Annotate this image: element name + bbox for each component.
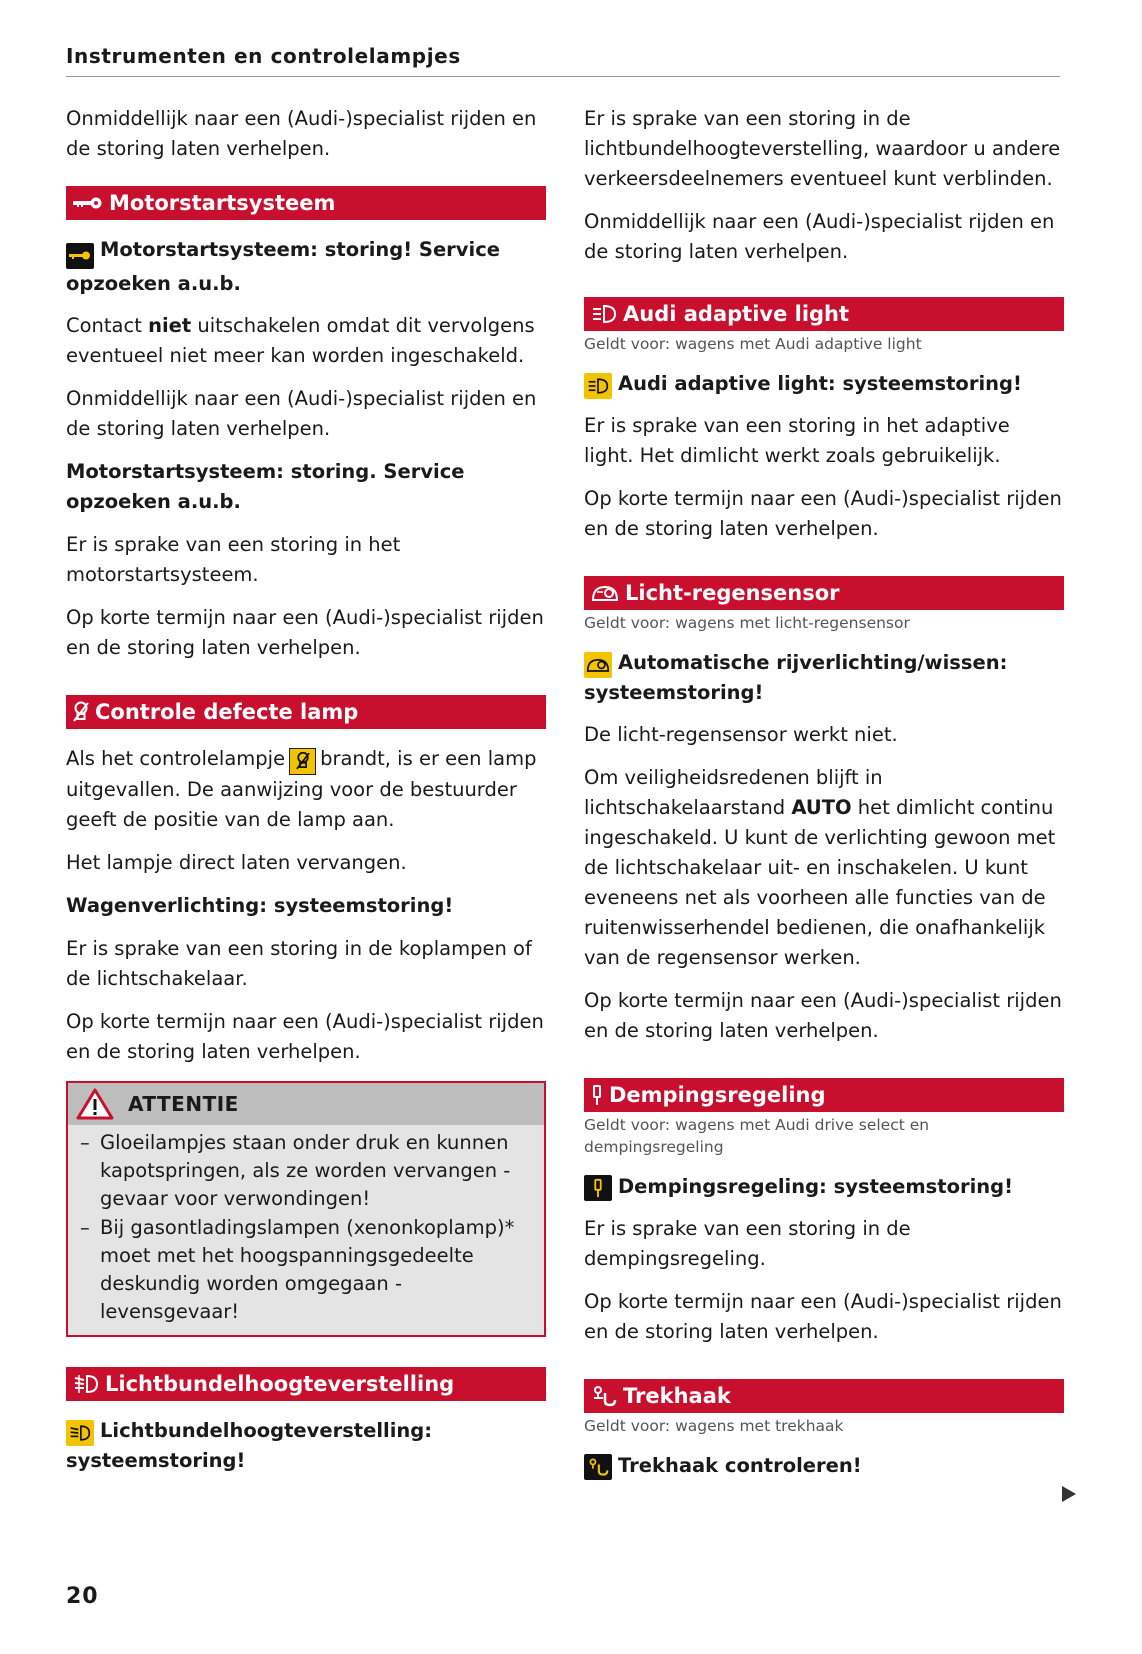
message-title: Wagenverlichting: systeemstoring! [66, 893, 454, 917]
tow-hitch-icon [591, 1385, 617, 1407]
paragraph: Er is sprake van een storing in het adaptive light. Het dimlicht werkt zoals gebruikelijk. [584, 414, 1010, 467]
right-column [584, 104, 1064, 1493]
page-header [66, 44, 1060, 77]
applies-to-note: Geldt voor: wagens met trekhaak [584, 1417, 844, 1435]
attentie-title: ATTENTIE [128, 1091, 239, 1116]
applies-to-note: Geldt voor: wagens met Audi adaptive light [584, 335, 922, 353]
paragraph: Er is sprake van een storing in de lichtbundelhoogteverstelling, waardoor u andere verkeersdeelnemers eventueel kunt verblinden. [584, 107, 1061, 190]
headlight-range-warning-icon [66, 1420, 94, 1446]
section-heading-lichtbundelhoogteverstelling [66, 1367, 546, 1401]
section-heading-text: Dempingsregeling [609, 1083, 826, 1107]
paragraph: Er is sprake van een storing in de dempingsregeling. [584, 1217, 911, 1270]
paragraph: Op korte termijn naar een (Audi-)specialist rijden en de storing laten verhelpen. [66, 1009, 544, 1063]
paragraph: Onmiddellijk naar een (Audi-)specialist rijden en de storing laten verhelpen. [584, 210, 1055, 263]
section-heading-motorstartsysteem [66, 186, 546, 220]
message-title: Lichtbundelhoogteverstelling: systeemstoring! [66, 1418, 433, 1472]
paragraph: De licht-regensensor werkt niet. [584, 723, 898, 746]
page-number: 20 [66, 1584, 99, 1609]
message-title: Automatische rijverlichting/wissen: systeemstoring! [584, 651, 1008, 704]
section-heading-controle-defecte-lamp [66, 695, 546, 729]
paragraph: Op korte termijn naar een (Audi-)specialist rijden en de storing laten verhelpen. [584, 989, 1062, 1042]
section-heading-trekhaak [584, 1379, 1064, 1413]
damper-warning-icon [584, 1175, 612, 1201]
rain-light-sensor-icon [591, 583, 619, 603]
left-column [66, 104, 546, 1488]
paragraph: Er is sprake van een storing in het motorstartsysteem. [66, 533, 401, 586]
section-heading-text: Trekhaak [623, 1384, 731, 1408]
paragraph: Het lampje direct laten vervangen. [66, 850, 407, 874]
attentie-list [68, 1125, 544, 1335]
applies-to-note: Geldt voor: wagens met Audi drive select en dempingsregeling [584, 1116, 930, 1156]
paragraph: Op korte termijn naar een (Audi-)specialist rijden en de storing laten verhelpen. [66, 606, 544, 659]
damper-icon [591, 1084, 603, 1106]
headlight-range-icon [73, 1374, 99, 1394]
adaptive-light-warning-icon [584, 373, 612, 399]
section-heading-text: Lichtbundelhoogteverstelling [105, 1371, 455, 1396]
message-title: Audi adaptive light: systeemstoring! [584, 369, 1064, 399]
tow-hitch-warning-icon [584, 1454, 612, 1480]
attentie-box [66, 1081, 546, 1337]
page-title: Instrumenten en controlelampjes [66, 44, 461, 68]
section-heading-text: Licht-regensensor [625, 581, 840, 605]
rain-light-sensor-warning-icon [584, 652, 612, 678]
section-heading-text: Motorstartsysteem [109, 191, 336, 215]
warning-triangle-icon [76, 1088, 114, 1120]
paragraph: Contact niet uitschakelen omdat dit vervolgens eventueel niet meer kan worden ingeschakeld. [66, 314, 535, 367]
adaptive-light-icon [591, 304, 617, 324]
paragraph: Onmiddellijk naar een (Audi-)specialist rijden en de storing laten verhelpen. [66, 387, 537, 440]
message-title: Motorstartsysteem: storing. Service opzoeken a.u.b. [66, 460, 465, 513]
continue-arrow-icon [1062, 1486, 1076, 1502]
message-title: Dempingsregeling: systeemstoring! [584, 1172, 1064, 1202]
section-heading-audi-adaptive-light [584, 297, 1064, 331]
paragraph: Er is sprake van een storing in de koplampen of de lichtschakelaar. [66, 936, 532, 990]
attentie-header [68, 1083, 544, 1125]
bulb-defect-icon [73, 701, 89, 723]
key-icon [73, 196, 103, 210]
section-heading-dempingsregeling [584, 1078, 1064, 1112]
section-heading-text: Controle defecte lamp [95, 700, 359, 724]
intro-paragraph: Onmiddellijk naar een (Audi-)specialist rijden en de storing laten verhelpen. [66, 107, 537, 160]
message-title: Trekhaak controleren! [584, 1451, 1064, 1481]
section-heading-licht-regensensor [584, 576, 1064, 610]
message-title: Motorstartsysteem: storing! Service opzoeken a.u.b. [66, 238, 500, 295]
paragraph: Op korte termijn naar een (Audi-)specialist rijden en de storing laten verhelpen. [584, 1290, 1062, 1343]
attentie-item: – Gloeilampjes staan onder druk en kunnen kapotspringen, als ze worden vervangen - gevaar voor verwondingen! [80, 1129, 530, 1213]
key-warning-icon [66, 243, 94, 269]
applies-to-note: Geldt voor: wagens met licht-regensensor [584, 614, 910, 632]
section-heading-text: Audi adaptive light [623, 302, 850, 326]
attentie-item: – Bij gasontladingslampen (xenonkoplamp)* moet met het hoogspanningsgedeelte deskundig worden omgegaan - levensgevaar! [80, 1214, 530, 1326]
paragraph: Als het controlelampje brandt, is er een lamp uitgevallen. De aanwijzing voor de bestuurder geeft de positie van de lamp aan. [66, 747, 537, 831]
bulb-warning-icon [289, 748, 316, 775]
paragraph: Op korte termijn naar een (Audi-)specialist rijden en de storing laten verhelpen. [584, 487, 1062, 540]
paragraph: Om veiligheidsredenen blijft in lichtschakelaarstand AUTO het dimlicht continu ingeschakeld. U kunt de verlichting gewoon met de lichtschakelaar uit- en inschakelen. U kunt eveneens net als voorheen alle functies van de ruitenwisserhendel bedienen, die onafhankelijk van de regensensor werken. [584, 766, 1056, 969]
